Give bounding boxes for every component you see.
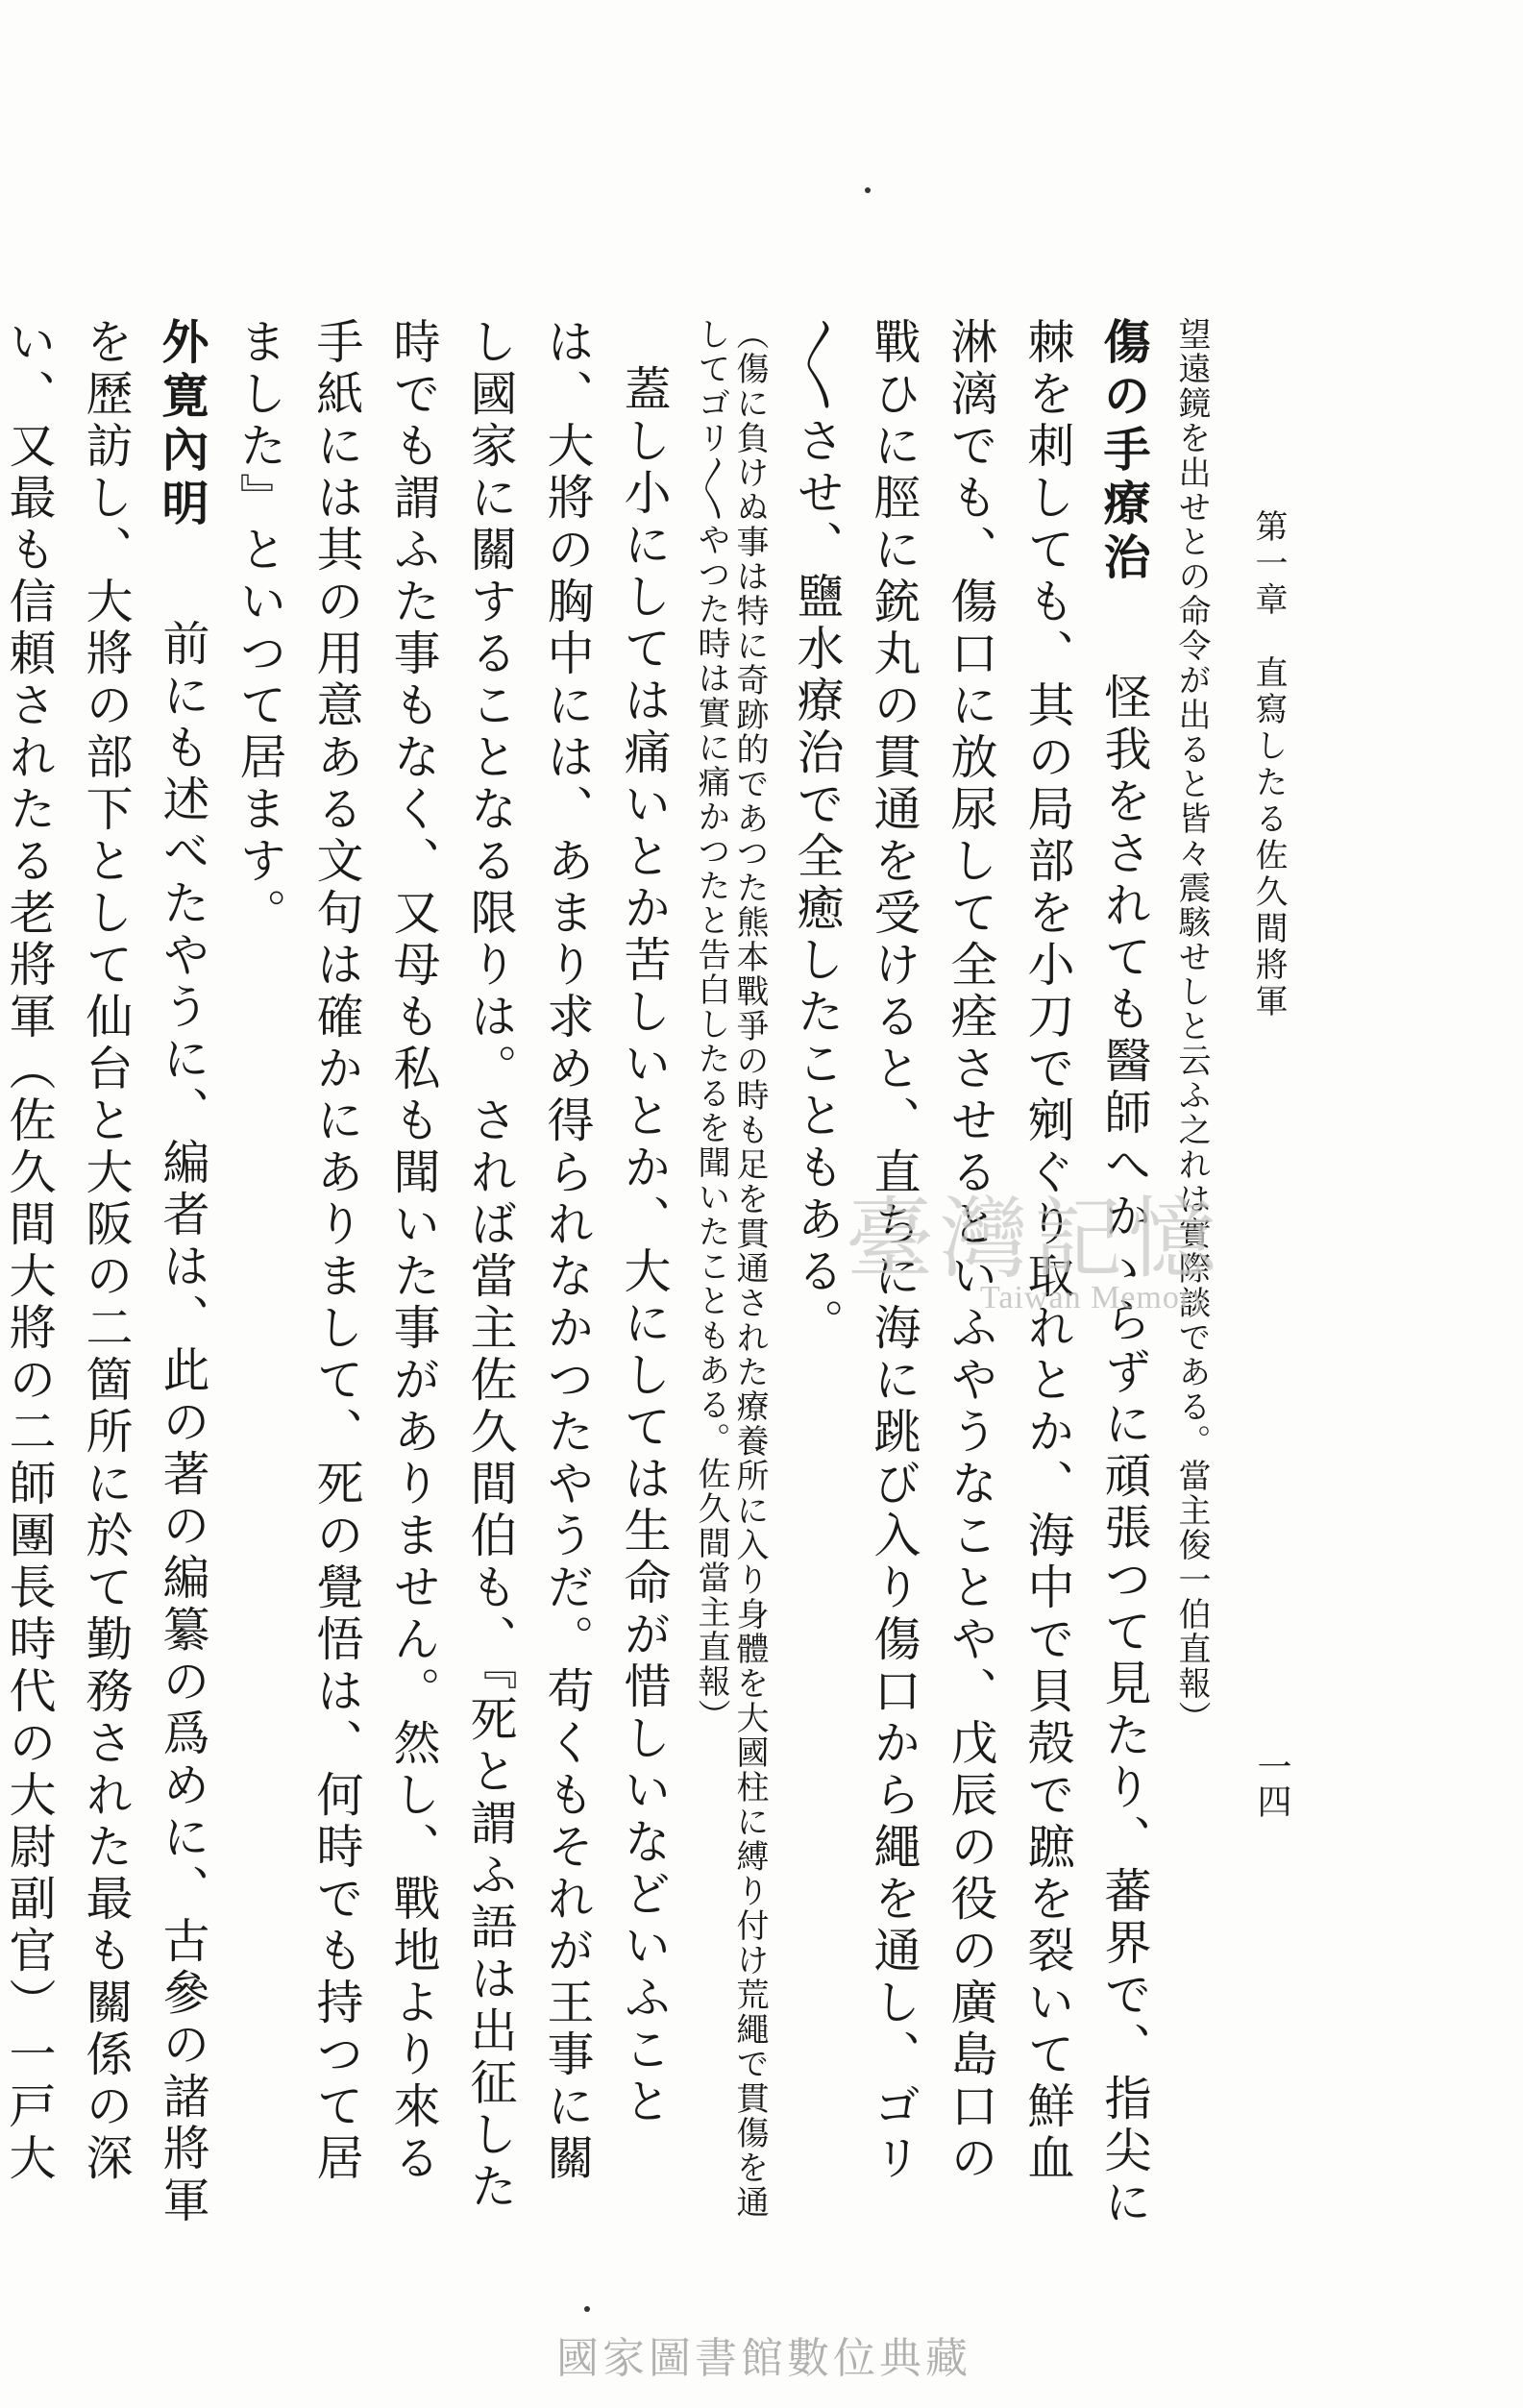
note-paragraph-telescope: 望遠鏡を出せとの命令が出ると皆々震駭せしと云ふ之れは實際談である。當主俊一伯直報） [1172,317,1211,1735]
page-number: 一四 [1252,1749,1291,1818]
paragraph-self-treatment [778,317,1163,2229]
watermark-title: 臺灣記憶 [846,1188,1223,1290]
section-heading-generous-outside: 外寛內明 [155,317,210,532]
section-heading-self-treatment: 傷の手療治 [1096,317,1152,586]
watermark-subtitle: Taiwan Memory [980,1280,1210,1315]
paragraph-text: 怪我をされても醫師へかゝらずに頑張つて見たり、蕃界で、指尖に棘を刺しても、其の局部を小刀で剜ぐり取れとか、海中で貝殻で蹠を裂いて鮮血淋漓でも、傷口に放尿して全痊させるといふやうなことや、戊辰の役の廣島口の戰ひに脛に銃丸の貫通を受けると、直ちに海に跳び入り傷口から繩を通し、ゴリ〳〵させ、鹽水療治で全癒したこともある。 [790,317,1152,2229]
running-head: 第一章 直寫したる佐久間將軍 [1249,509,1288,1020]
paragraph-courage [221,317,682,2229]
scan-speck [584,2306,590,2312]
scan-speck [865,187,871,193]
paragraph-text: 蓋し小にしては痛いとか苦しいとか、大にしては生命が惜しいなどいふことは、大將の胸中には、あまり求め得られなかつたやうだ。苟くもそれが王事に關し國家に關することなる限りは。されば當主佐久間伯も、『死と謂ふ語は出征した時でも謂ふた事もなく、又母も私も聞いた事がありません。然し、戰地より來る手紙には其の用意ある文句は確かにありまして、死の覺悟は、何時でも持つて居ました』といつて居ます。 [233,317,672,2214]
note-paragraph-kumamoto: （傷に負けぬ事は特に奇跡的であつた熊本戰爭の時も足を貫通された療養所に入り身體を大國柱に縛り付け荒繩で貫傷を通してゴリ〳〵やつた時は實に痛かつたと告白したるを聞いたこともある。佐久間當主直報） [692,317,769,2220]
paragraph-text: 前にも述べたやうに、編者は、此の著の編纂の爲めに、古參の諸將軍を歷訪し、大將の部下として仙台と大阪の二箇所に於て勤務された最も關係の深い、又最も信頼されたる老將軍（佐久間大將の二師團長時代の大尉副官）一戸大 [2,317,210,2227]
paragraph-generous-outside [0,317,221,2229]
library-footer-mark: 國家圖書館數位典藏 [556,2334,971,2383]
body-text [2,317,1220,2229]
